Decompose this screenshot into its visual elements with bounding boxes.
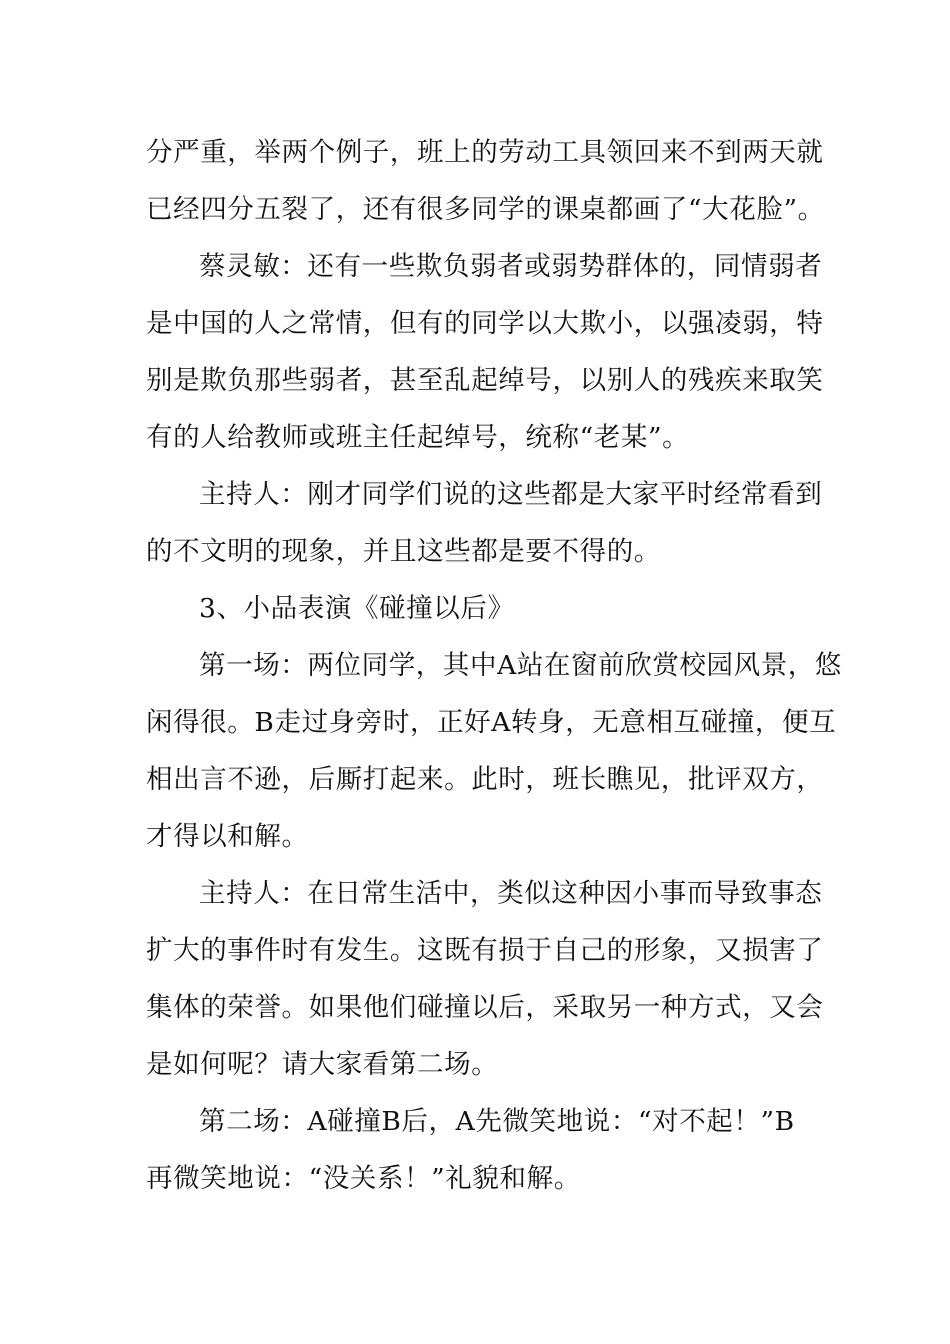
text-line: 集体的荣誉。如果他们碰撞以后，采取另一种方式，又会 xyxy=(146,992,824,1023)
paragraph-start: 蔡灵敏：还有一些欺负弱者或弱势群体的，同情弱者 xyxy=(199,251,823,282)
paragraph-start: 主持人：刚才同学们说的这些都是大家平时经常看到 xyxy=(199,479,823,510)
text-line: 扩大的事件时有发生。这既有损于自己的形象，又损害了 xyxy=(146,935,824,966)
text-line: 已经四分五裂了，还有很多同学的课桌都画了“大花脸”。 xyxy=(146,194,825,225)
text-line: 再微笑地说：“没关系！”礼貌和解。 xyxy=(146,1163,581,1194)
paragraph-start: 主持人：在日常生活中，类似这种因小事而导致事态 xyxy=(199,878,823,909)
paragraph-start: 第一场：两位同学，其中A站在窗前欣赏校园风景，悠 xyxy=(199,650,843,681)
text-line: 有的人给教师或班主任起绰号，统称“老某”。 xyxy=(146,422,690,453)
text-line: 才得以和解。 xyxy=(146,821,309,852)
text-line: 是中国的人之常情，但有的同学以大欺小，以强凌弱，特 xyxy=(146,308,824,339)
section-heading: 3、小品表演《碰撞以后》 xyxy=(199,593,515,624)
text-line: 别是欺负那些弱者，甚至乱起绰号，以别人的残疾来取笑 xyxy=(146,365,824,396)
text-line: 是如何呢？请大家看第二场。 xyxy=(146,1049,499,1080)
text-line: 分严重，举两个例子，班上的劳动工具领回来不到两天就 xyxy=(146,137,824,168)
text-line: 闲得很。B走过身旁时，正好A转身，无意相互碰撞，便互 xyxy=(146,707,837,738)
text-line: 的不文明的现象，并且这些都是要不得的。 xyxy=(146,536,661,567)
paragraph-start: 第二场：A碰撞B后，A先微笑地说：“对不起！”B xyxy=(199,1106,795,1137)
text-line: 相出言不逊，后厮打起来。此时，班长瞧见，批评双方， xyxy=(146,764,824,795)
